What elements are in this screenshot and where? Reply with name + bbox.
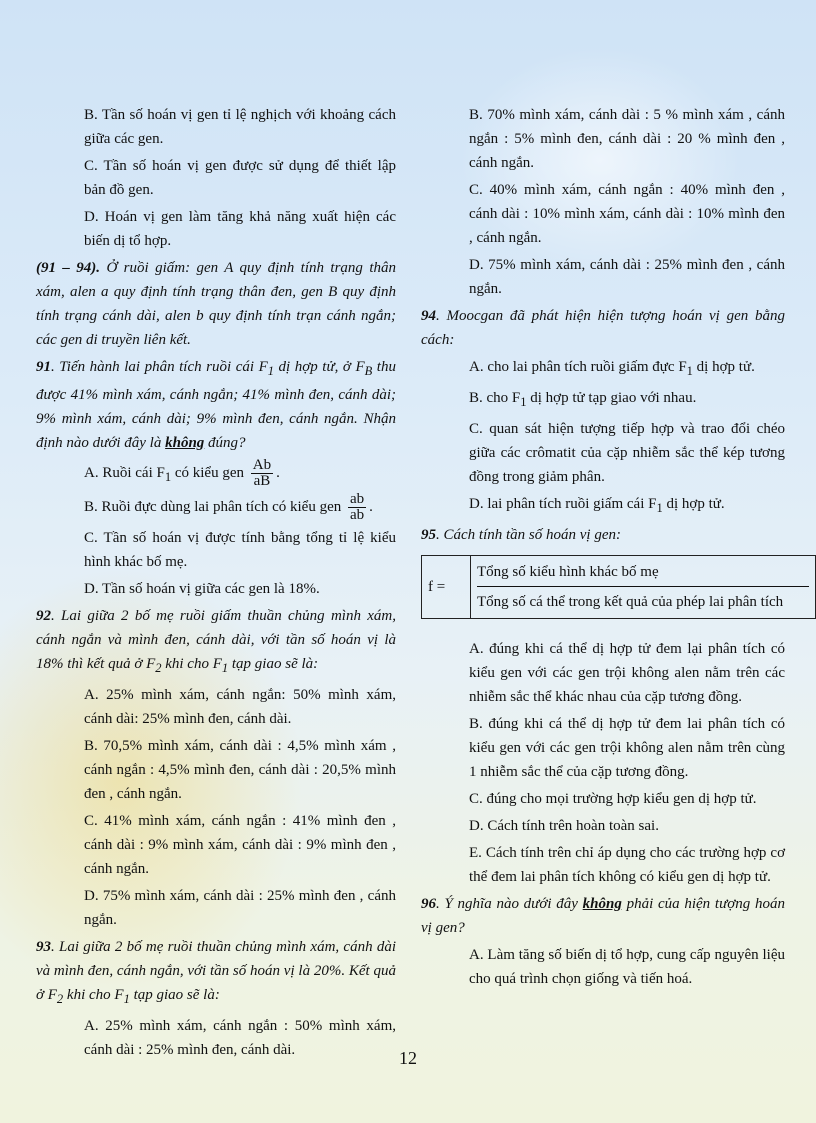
formula-numerator: Tổng số kiểu hình khác bố mẹ bbox=[477, 560, 809, 587]
option-d: D. 75% mình xám, cánh dài : 25% mình đen , cánh ngắn. bbox=[84, 888, 396, 928]
option-a: A. đúng khi cá thể dị hợp tử đem lại phân tích có kiểu gen với các gen trội không alen nằm trên các nhiễm sắc thể khác nhau của cặp tương đồng. bbox=[469, 641, 785, 705]
option-e: E. Cách tính trên chỉ áp dụng cho các trường hợp cơ thể đem lai phân tích không có kiểu gen dị hợp tử. bbox=[469, 845, 785, 885]
option-d: D. 75% mình xám, cánh dài : 25% mình đen , cánh ngắn. bbox=[469, 257, 785, 297]
question-number: 92 bbox=[36, 608, 51, 624]
right-column bbox=[421, 103, 785, 994]
option-d: D. Cách tính trên hoàn toàn sai. bbox=[469, 818, 659, 834]
question-number: 95 bbox=[421, 527, 436, 543]
frequency-formula-table bbox=[421, 555, 816, 619]
option-text: B. Tần số hoán vị gen tỉ lệ nghịch với khoảng cách giữa các gen. bbox=[84, 107, 396, 147]
option-a: A. 25% mình xám, cánh ngắn : 50% mình xám, cánh dài : 25% mình đen, cánh dài. bbox=[84, 1018, 396, 1058]
option-b: B. đúng khi cá thể dị hợp tử đem lai phân tích có kiểu gen với các gen trội không alen nằm trên cùng 1 nhiễm sắc thể của cặp tương đồng. bbox=[469, 716, 785, 780]
left-column bbox=[36, 103, 396, 1065]
formula-denominator: Tổng số cá thể trong kết quả của phép lai phân tích bbox=[477, 594, 784, 610]
option-c: C. quan sát hiện tượng tiếp hợp và trao đổi chéo giữa các crômatit của cặp nhiễm sắc thể kép tương đồng trong giảm phân. bbox=[469, 421, 785, 485]
option-a: A. cho lai phân tích ruồi giấm đực $F_1$ dị hợp tử. bbox=[469, 359, 755, 378]
question-number: 94 bbox=[421, 308, 436, 324]
emphasis-khong: không bbox=[582, 896, 622, 912]
question-94: 94. Moocgan đã phát hiện hiện tượng hoán vị gen bằng cách: bbox=[421, 308, 785, 348]
question-number: 91 bbox=[36, 359, 51, 375]
option-a: A. Làm tăng số biến dị tổ hợp, cung cấp nguyên liệu cho quá trình chọn giống và tiến hoá. bbox=[469, 947, 785, 987]
genotype-fraction: $\frac{Ab}{aB}$ bbox=[252, 457, 272, 489]
group-range: (91 – 94). bbox=[36, 260, 101, 276]
option-a: A. Ruồi cái $F_1$ có kiểu gen $\frac{Ab}{aB}$ . bbox=[84, 457, 280, 489]
question-93: 93. Lai giữa 2 bố mẹ ruồi thuần chủng mình xám, cánh dài và mình đen, cánh ngắn, với tần số hoán vị là 20%. Kết quả ở $F_2$ khi cho $F_1$ tạp giao sẽ là: bbox=[36, 939, 396, 1006]
question-number: 96 bbox=[421, 896, 436, 912]
option-c: C. 40% mình xám, cánh ngắn : 40% mình đen , cánh dài : 10% mình xám, cánh dài : 10% mình đen , cánh ngắn. bbox=[469, 182, 785, 246]
page-number: 12 bbox=[399, 1048, 417, 1068]
option-c: C. 41% mình xám, cánh ngắn : 41% mình đen , cánh dài : 9% mình xám, cánh dài : 9% mình đen , cánh ngắn. bbox=[84, 813, 396, 877]
option-d: D. lai phân tích ruồi giấm cái $F_1$ dị hợp tử. bbox=[469, 496, 725, 515]
option-text: D. Hoán vị gen làm tăng khả năng xuất hiện các biến dị tổ hợp. bbox=[84, 209, 396, 249]
option-a: A. 25% mình xám, cánh ngắn: 50% mình xám, cánh dài: 25% mình đen, cánh dài. bbox=[84, 687, 396, 727]
option-c: C. Tần số hoán vị được tính bằng tổng tỉ lệ kiểu hình khác bố mẹ. bbox=[84, 530, 396, 570]
formula-fraction bbox=[471, 556, 816, 619]
question-number: 93 bbox=[36, 939, 51, 955]
option-b: B. 70,5% mình xám, cánh dài : 4,5% mình xám , cánh ngắn : 4,5% mình đen, cánh dài : 20,5% mình đen , cánh ngắn. bbox=[84, 738, 396, 802]
option-d: D. Tần số hoán vị giữa các gen là 18%. bbox=[84, 581, 320, 597]
option-b: B. Ruồi đực dùng lai phân tích có kiểu gen $\frac{ab}{ab}$ . bbox=[84, 491, 373, 523]
emphasis-khong: không bbox=[165, 435, 205, 451]
question-92: 92. Lai giữa 2 bố mẹ ruồi giấm thuần chủng mình xám, cánh ngắn và mình đen, cánh dài, với tần số hoán vị là 18% thì kết quả ở $F_2$ khi cho $F_1$ tạp giao sẽ là: bbox=[36, 608, 396, 675]
question-96: 96. Ý nghĩa nào dưới đây không phải của hiện tượng hoán vị gen? bbox=[421, 896, 785, 936]
question-95: 95. Cách tính tần số hoán vị gen: bbox=[421, 527, 621, 543]
option-c: C. đúng cho mọi trường hợp kiểu gen dị hợp tử. bbox=[469, 791, 757, 807]
option-b: B. 70% mình xám, cánh dài : 5 % mình xám , cánh ngắn : 5% mình đen, cánh dài : 20 % mình đen , cánh ngắn. bbox=[469, 107, 785, 171]
genotype-fraction: $\frac{ab}{ab}$ bbox=[350, 491, 365, 523]
option-b: B. cho $F_1$ dị hợp tử tạp giao với nhau. bbox=[469, 390, 697, 409]
formula-lhs: f = bbox=[422, 556, 471, 619]
option-text: C. Tần số hoán vị gen được sử dụng để thiết lập bản đồ gen. bbox=[84, 158, 396, 198]
group-intro: (91 – 94). Ở ruồi giấm: gen A quy định tính trạng thân xám, alen a quy định tính trạng thân đen, gen B quy định tính trạng cánh dài, alen b quy định tính trạn cánh ngắn; các gen di truyền liên kết. bbox=[36, 260, 396, 348]
question-91: 91. Tiến hành lai phân tích ruồi cái $F_1$ dị hợp tử, ở $F_B$ thu được 41% mình xám, cánh ngắn; 41% mình đen, cánh dài; 9% mình xám, cánh dài; 9% mình đen, cánh ngắn. Nhận định nào dưới đây là không đúng? bbox=[36, 359, 396, 451]
